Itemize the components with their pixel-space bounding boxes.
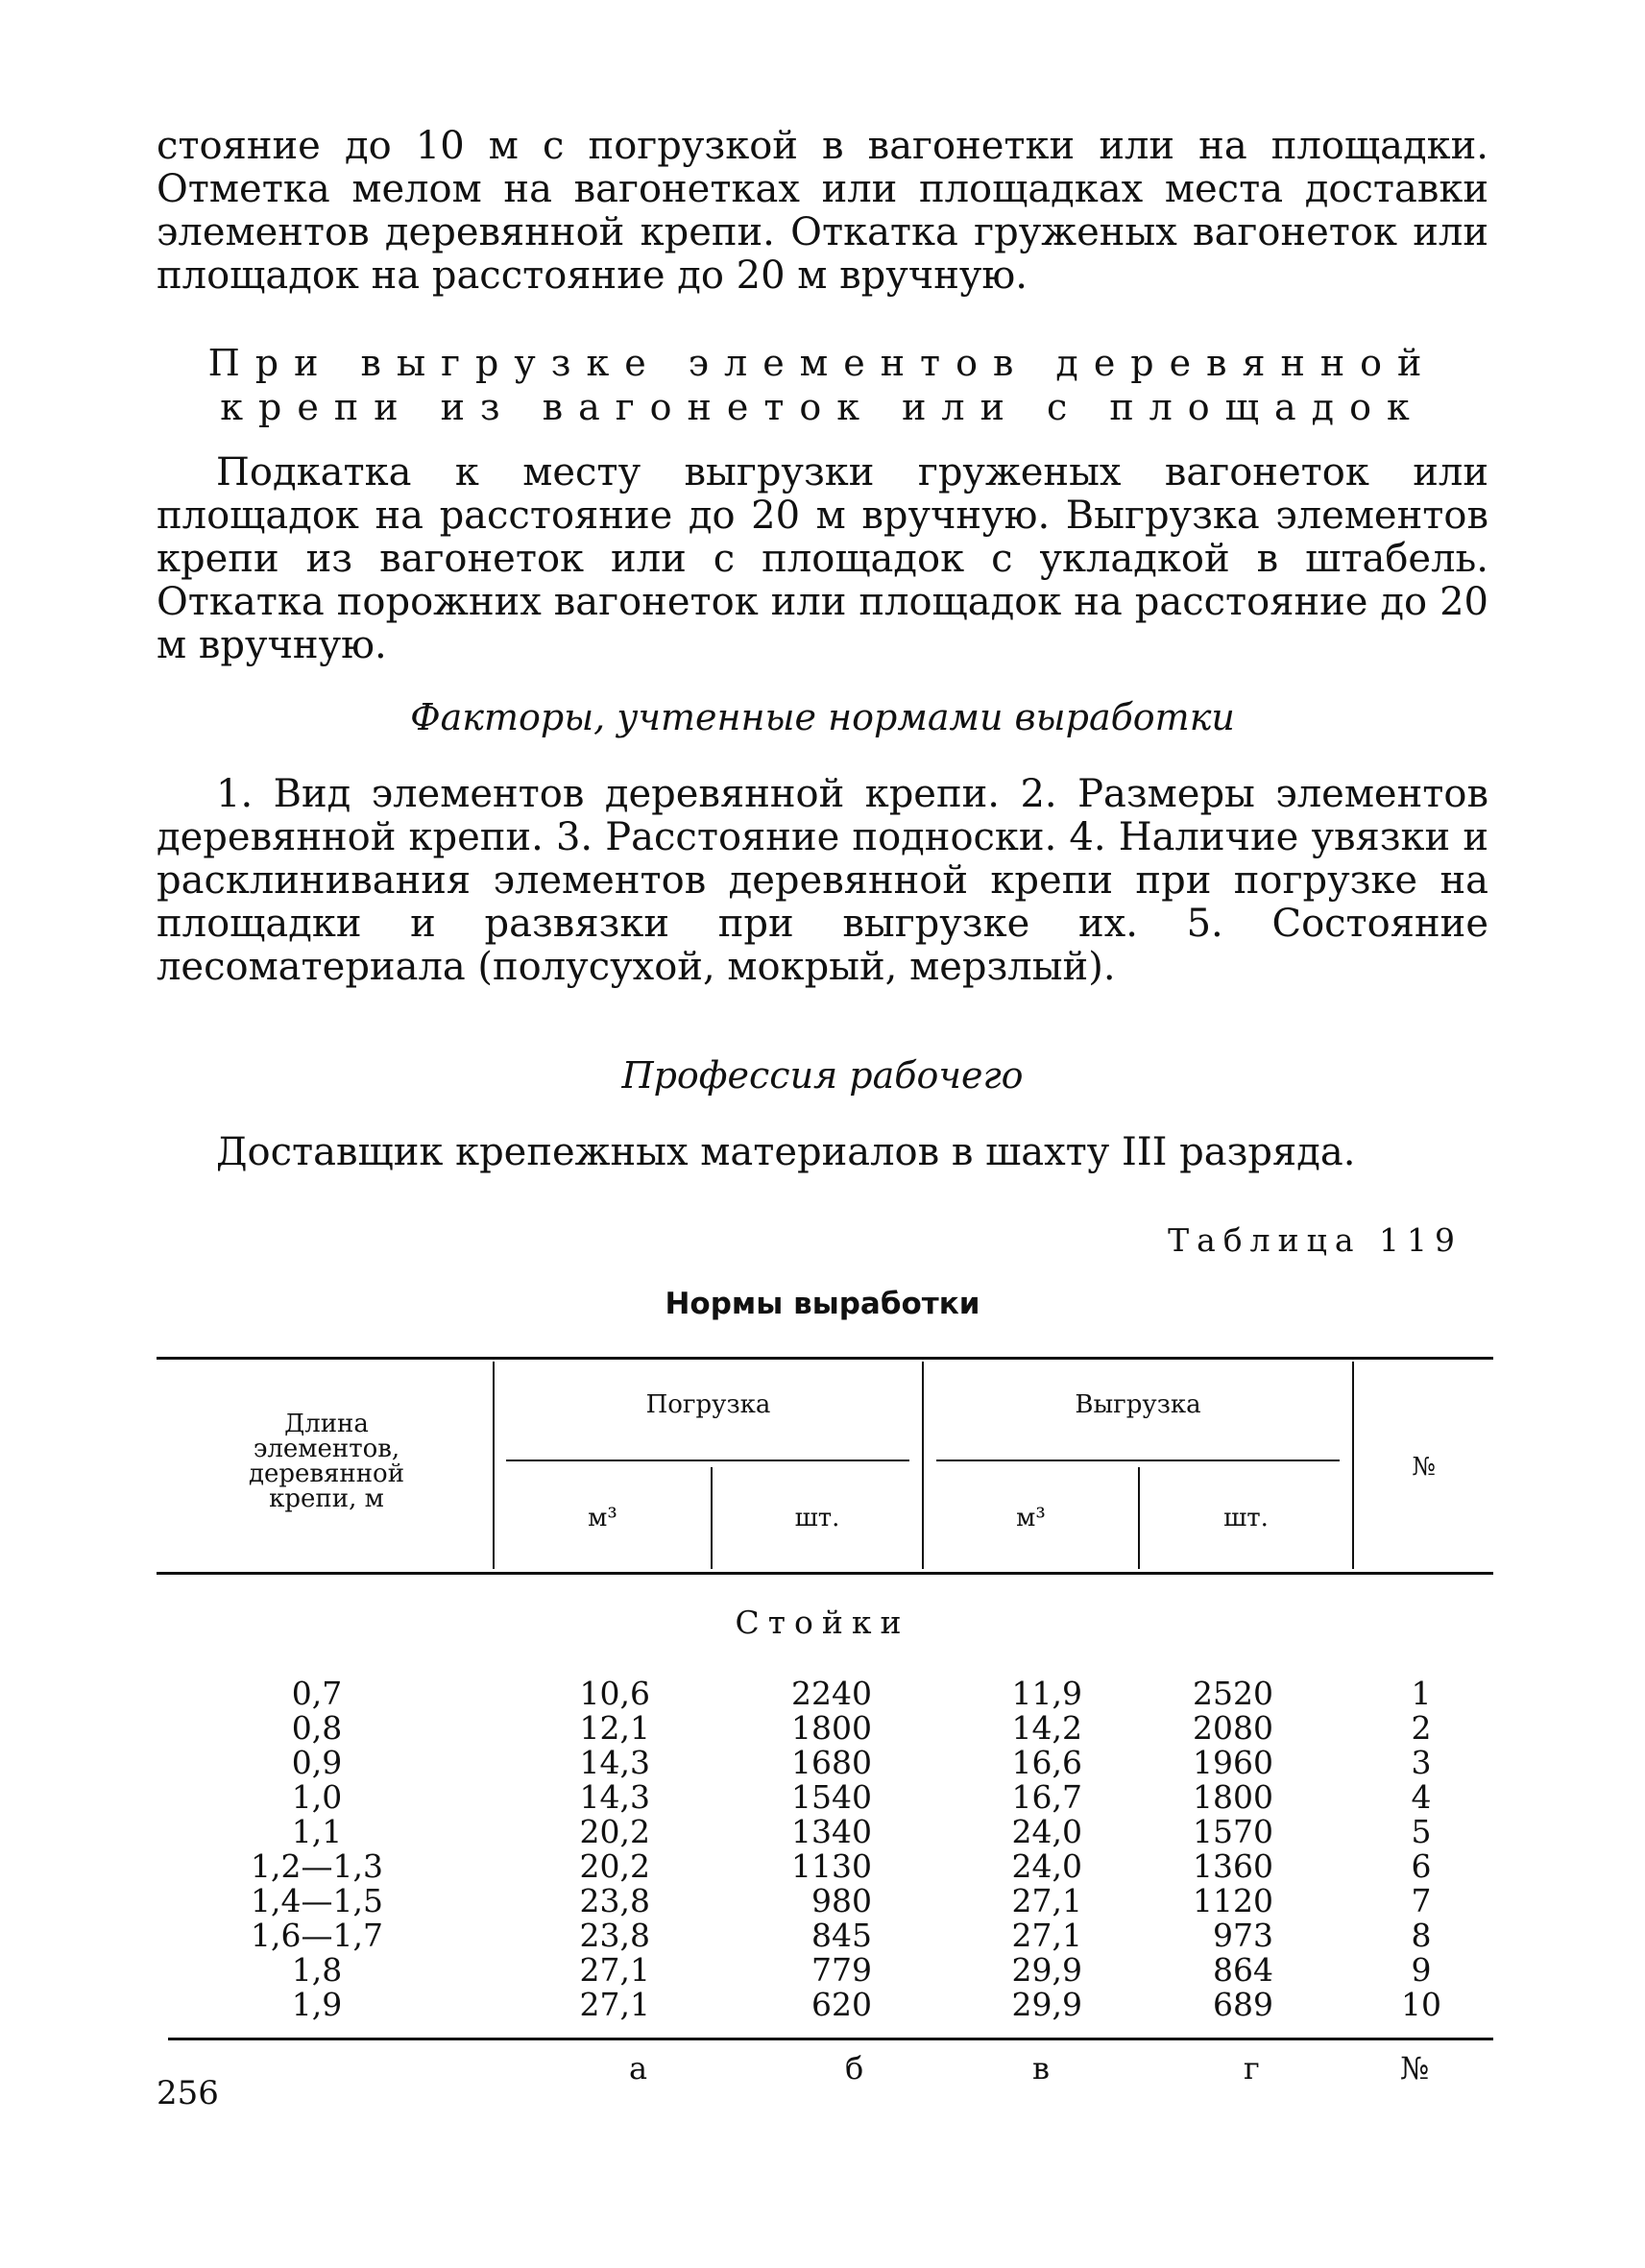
cell-number: 9: [1411, 1951, 1432, 1989]
cell-length: 1,8: [291, 1951, 343, 1989]
cell-unloading-m3: 11,9: [1011, 1675, 1082, 1712]
cell-length: 1,1: [291, 1813, 343, 1850]
cell-number: 7: [1411, 1882, 1432, 1919]
cell-unloading-m3: 16,7: [1011, 1778, 1082, 1816]
cell-unloading-pcs: 2080: [1193, 1709, 1273, 1747]
cell-loading-pcs: 1340: [791, 1813, 872, 1850]
cell-loading-m3: 23,8: [579, 1882, 650, 1919]
cell-loading-m3: 12,1: [579, 1709, 650, 1747]
cell-unloading-pcs: 1800: [1193, 1778, 1273, 1816]
cell-unloading-m3: 16,6: [1011, 1744, 1082, 1781]
footer-g: г: [1244, 2050, 1260, 2087]
table-bottom-rule: [168, 2038, 1493, 2040]
cell-number: 4: [1411, 1778, 1432, 1816]
cell-loading-m3: 20,2: [579, 1847, 650, 1885]
cell-loading-pcs: 845: [811, 1917, 872, 1954]
cell-loading-pcs: 1540: [791, 1778, 872, 1816]
header-number: №: [1412, 1453, 1436, 1482]
header-loading: Погрузка: [645, 1390, 771, 1419]
cell-number: 2: [1411, 1709, 1432, 1747]
cell-number: 5: [1411, 1813, 1432, 1850]
footer-number: №: [1400, 2050, 1430, 2087]
footer-a: а: [629, 2050, 648, 2087]
table-label: Таблица 119: [1168, 1221, 1463, 1259]
profession-heading: Профессия рабочего: [621, 1054, 1024, 1097]
section-label: Стойки: [735, 1604, 910, 1641]
cell-length: 1,0: [291, 1778, 343, 1816]
cell-loading-m3: 20,2: [579, 1813, 650, 1850]
cell-loading-m3: 27,1: [579, 1951, 650, 1989]
table-header-bottom-rule: [157, 1572, 1493, 1575]
cell-length: 1,9: [291, 1986, 343, 2023]
cell-loading-pcs: 2240: [791, 1675, 872, 1712]
header-loading-pcs: шт.: [794, 1504, 840, 1532]
cell-unloading-pcs: 1960: [1193, 1744, 1273, 1781]
factors-paragraph: 1. Вид элементов деревянной крепи. 2. Размеры элементов деревянной крепи. 3. Расстояние подноски. 4. Наличие увязки и расклинивания элементов деревянной крепи при погрузке на площадки и развязки при выгрузке их. 5. Состояние лесоматериала (полусухой, мокрый, мерзлый).: [157, 772, 1488, 989]
loading-group-rule: [506, 1460, 909, 1461]
footer-v: в: [1032, 2050, 1051, 2087]
header-unloading: Выгрузка: [1075, 1390, 1201, 1419]
cell-loading-m3: 14,3: [579, 1744, 650, 1781]
cell-loading-pcs: 620: [811, 1986, 872, 2023]
cell-length: 1,6—1,7: [251, 1917, 383, 1954]
table-title: Нормы выработки: [665, 1287, 980, 1321]
cell-number: 6: [1411, 1847, 1432, 1885]
intro-paragraph: стояние до 10 м с погрузкой в вагонетки или на площадки. Отметка мелом на вагонетках или площадках места доставки элементов деревянной крепи. Откатка груженых вагонеток или площадок на расстояние до 20 м вручную.: [157, 124, 1488, 298]
cell-length: 1,2—1,3: [251, 1847, 383, 1885]
cell-number: 8: [1411, 1917, 1432, 1954]
cell-unloading-m3: 24,0: [1011, 1813, 1082, 1850]
header-length: Длина элементов, деревянной крепи, м: [248, 1410, 405, 1513]
cell-unloading-m3: 14,2: [1011, 1709, 1082, 1747]
cell-loading-m3: 27,1: [579, 1986, 650, 2023]
cell-number: 1: [1411, 1675, 1432, 1712]
factors-heading: Факторы, учтенные нормами выработки: [410, 696, 1235, 738]
cell-loading-pcs: 1130: [791, 1847, 872, 1885]
cell-loading-pcs: 779: [811, 1951, 872, 1989]
cell-unloading-pcs: 973: [1213, 1917, 1273, 1954]
cell-loading-pcs: 980: [811, 1882, 872, 1919]
cell-number: 10: [1401, 1986, 1441, 2023]
cell-length: 0,8: [291, 1709, 343, 1747]
table-top-rule: [157, 1357, 1493, 1360]
cell-unloading-pcs: 1360: [1193, 1847, 1273, 1885]
unloading-paragraph: Подкатка к месту выгрузки груженых вагонеток или площадок на расстояние до 20 м вручную. Выгрузка элементов крепи из вагонеток или с площадок с укладкой в штабель. Откатка порожних вагонеток или площадок на расстояние до 20 м вручную.: [157, 450, 1488, 667]
cell-unloading-pcs: 2520: [1193, 1675, 1273, 1712]
page-number: 256: [157, 2074, 219, 2112]
header-loading-m3: м³: [588, 1504, 617, 1532]
cell-unloading-m3: 29,9: [1011, 1951, 1082, 1989]
cell-loading-pcs: 1800: [791, 1709, 872, 1747]
unloading-heading: При выгрузке элементов деревянной крепи из вагонеток или с площадок: [207, 342, 1438, 428]
cell-unloading-m3: 29,9: [1011, 1986, 1082, 2023]
cell-loading-m3: 23,8: [579, 1917, 650, 1954]
cell-loading-m3: 10,6: [579, 1675, 650, 1712]
cell-unloading-m3: 24,0: [1011, 1847, 1082, 1885]
cell-number: 3: [1411, 1744, 1432, 1781]
cell-unloading-m3: 27,1: [1011, 1882, 1082, 1919]
cell-unloading-m3: 27,1: [1011, 1917, 1082, 1954]
header-unloading-m3: м³: [1016, 1504, 1046, 1532]
unloading-group-rule: [936, 1460, 1340, 1461]
cell-loading-pcs: 1680: [791, 1744, 872, 1781]
cell-unloading-pcs: 1120: [1193, 1882, 1273, 1919]
profession-text: Доставщик крепежных материалов в шахту III разряда.: [216, 1130, 1356, 1174]
cell-unloading-pcs: 689: [1213, 1986, 1273, 2023]
cell-length: 1,4—1,5: [251, 1882, 383, 1919]
cell-length: 0,7: [291, 1675, 343, 1712]
footer-b: б: [845, 2050, 864, 2087]
header-unloading-pcs: шт.: [1223, 1504, 1269, 1532]
cell-unloading-pcs: 864: [1213, 1951, 1273, 1989]
cell-loading-m3: 14,3: [579, 1778, 650, 1816]
cell-length: 0,9: [291, 1744, 343, 1781]
cell-unloading-pcs: 1570: [1193, 1813, 1273, 1850]
